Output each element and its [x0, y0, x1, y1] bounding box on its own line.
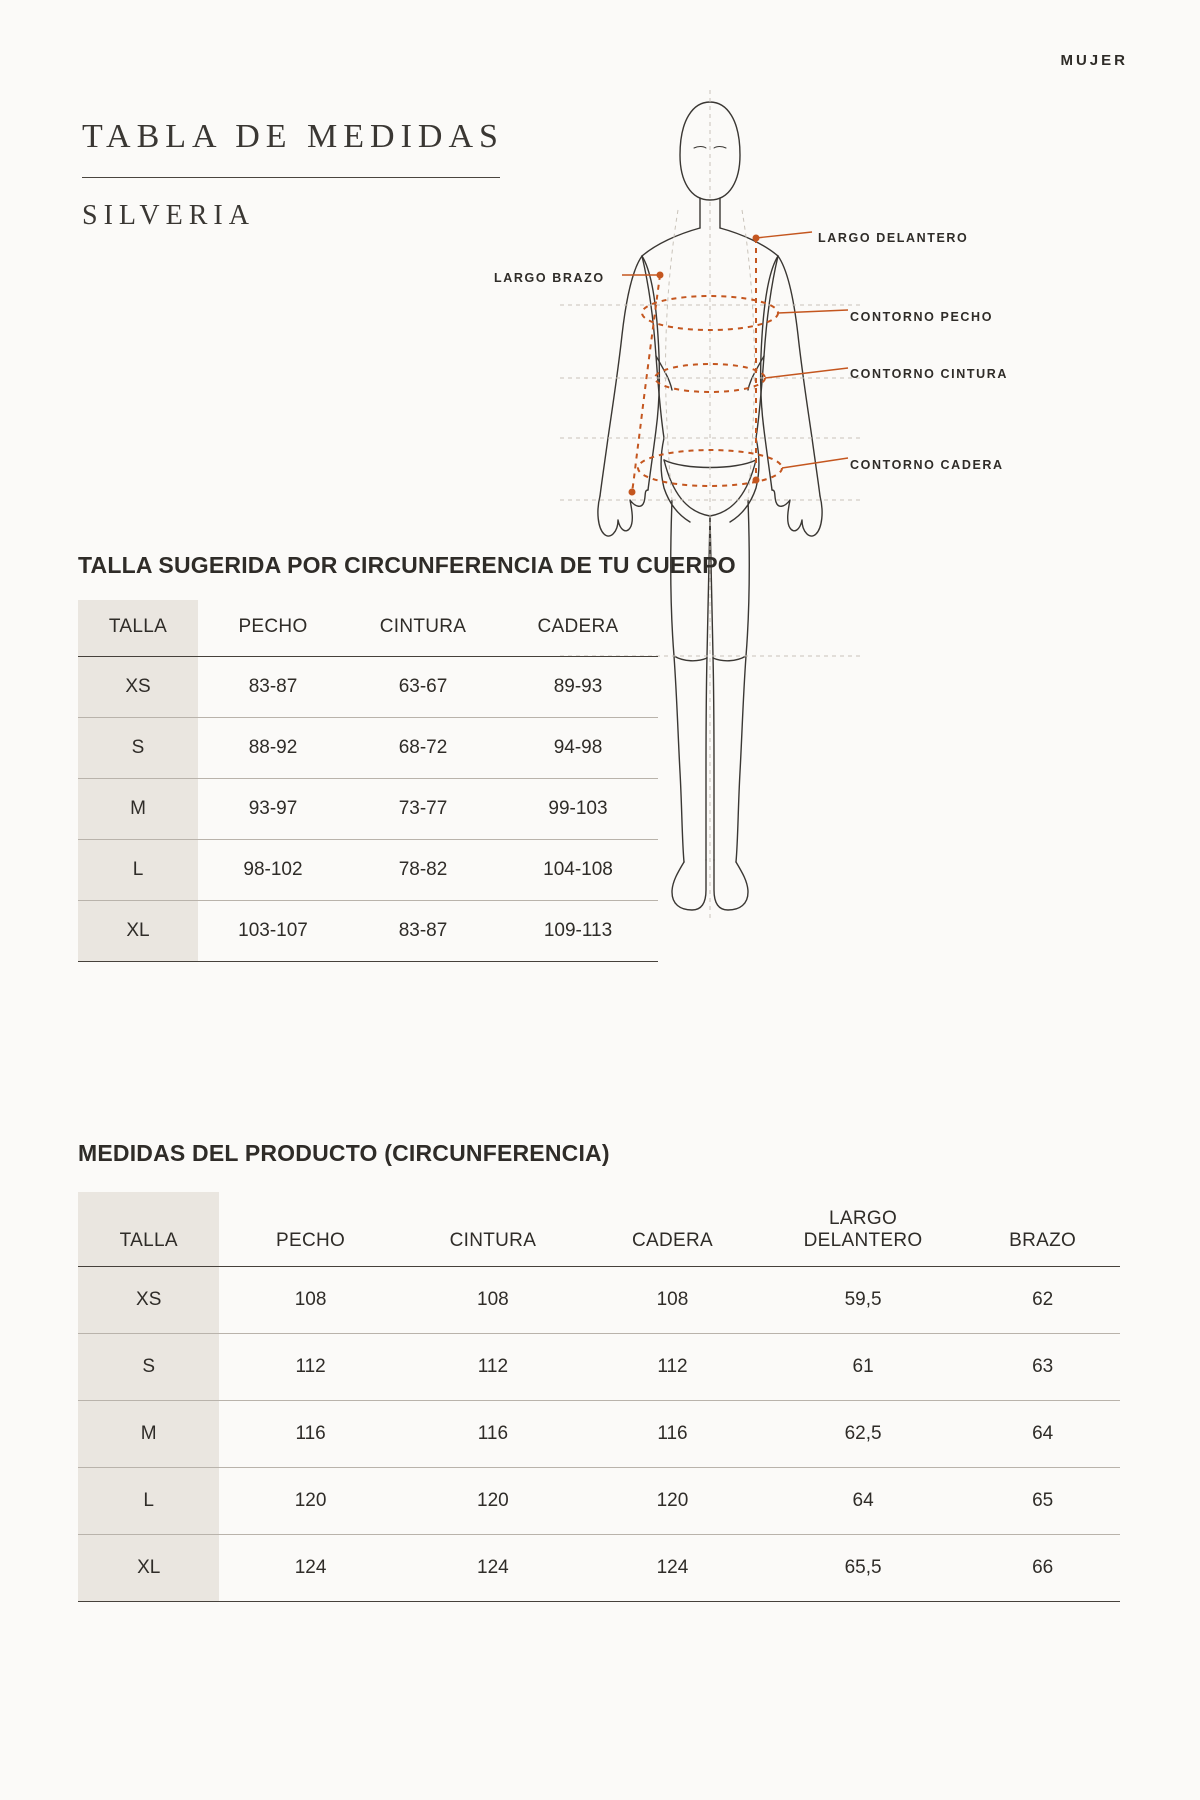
cell-cadera: 108 — [584, 1266, 761, 1333]
cell-talla: XS — [78, 1266, 219, 1333]
cell-cadera: 124 — [584, 1534, 761, 1601]
cell-largo-delantero: 62,5 — [761, 1400, 965, 1467]
cell-cadera: 116 — [584, 1400, 761, 1467]
table-header-row — [78, 1192, 1120, 1266]
col-header-talla: TALLA — [78, 1192, 219, 1266]
cell-talla: S — [78, 1333, 219, 1400]
cell-cadera: 94-98 — [498, 718, 658, 779]
col-header-largo-line1: LARGO — [829, 1208, 898, 1229]
cell-talla: L — [78, 1467, 219, 1534]
cell-talla: XL — [78, 901, 198, 962]
cell-pecho: 120 — [219, 1467, 401, 1534]
col-header-cintura: CINTURA — [402, 1192, 584, 1266]
cell-talla: M — [78, 779, 198, 840]
callout-contorno-cadera: CONTORNO CADERA — [850, 458, 1004, 472]
cell-talla: S — [78, 718, 198, 779]
cell-cintura: 116 — [402, 1400, 584, 1467]
body-table-heading: TALLA SUGERIDA POR CIRCUNFERENCIA DE TU CUERPO — [78, 552, 736, 578]
cell-pecho: 88-92 — [198, 718, 348, 779]
cell-largo-delantero: 64 — [761, 1467, 965, 1534]
cell-largo-delantero: 59,5 — [761, 1266, 965, 1333]
cell-pecho: 83-87 — [198, 657, 348, 718]
col-header-largo-delantero — [761, 1192, 965, 1266]
cell-talla: XS — [78, 657, 198, 718]
cell-cintura: 68-72 — [348, 718, 498, 779]
cell-pecho: 103-107 — [198, 901, 348, 962]
cell-cintura: 108 — [402, 1266, 584, 1333]
col-header-talla: TALLA — [78, 600, 198, 657]
cell-cadera: 89-93 — [498, 657, 658, 718]
col-header-cadera: CADERA — [498, 600, 658, 657]
cell-cadera: 120 — [584, 1467, 761, 1534]
table-row — [78, 1534, 1120, 1601]
product-size-table — [78, 1192, 1120, 1602]
cell-pecho: 124 — [219, 1534, 401, 1601]
cell-pecho: 112 — [219, 1333, 401, 1400]
table-row — [78, 901, 658, 962]
cell-pecho: 108 — [219, 1266, 401, 1333]
title-block — [82, 118, 512, 232]
table-row — [78, 1467, 1120, 1534]
table-row — [78, 779, 658, 840]
col-header-brazo: BRAZO — [965, 1192, 1120, 1266]
table-row — [78, 1266, 1120, 1333]
table-row — [78, 840, 658, 901]
cell-cintura: 120 — [402, 1467, 584, 1534]
callout-contorno-cintura: CONTORNO CINTURA — [850, 367, 1009, 381]
callout-largo-delantero: LARGO DELANTERO — [818, 231, 969, 245]
cell-cintura: 83-87 — [348, 901, 498, 962]
table-row — [78, 1333, 1120, 1400]
product-table-heading: MEDIDAS DEL PRODUCTO (CIRCUNFERENCIA) — [78, 1140, 610, 1166]
col-header-largo-line2: DELANTERO — [803, 1229, 923, 1251]
body-size-table — [78, 600, 658, 962]
col-header-pecho: PECHO — [219, 1192, 401, 1266]
cell-pecho: 98-102 — [198, 840, 348, 901]
col-header-pecho: PECHO — [198, 600, 348, 657]
cell-cadera: 104-108 — [498, 840, 658, 901]
cell-cadera: 112 — [584, 1333, 761, 1400]
table-row — [78, 657, 658, 718]
table-header-row — [78, 600, 658, 657]
col-header-cadera: CADERA — [584, 1192, 761, 1266]
table-row — [78, 1400, 1120, 1467]
callout-contorno-pecho: CONTORNO PECHO — [850, 310, 994, 324]
cell-brazo: 65 — [965, 1467, 1120, 1534]
cell-cadera: 109-113 — [498, 901, 658, 962]
cell-cintura: 124 — [402, 1534, 584, 1601]
cell-cintura: 73-77 — [348, 779, 498, 840]
cell-largo-delantero: 61 — [761, 1333, 965, 1400]
callout-largo-brazo: LARGO BRAZO — [494, 271, 605, 285]
cell-talla: XL — [78, 1534, 219, 1601]
cell-cintura: 78-82 — [348, 840, 498, 901]
cell-talla: M — [78, 1400, 219, 1467]
cell-cintura: 63-67 — [348, 657, 498, 718]
cell-brazo: 66 — [965, 1534, 1120, 1601]
brand-name: SILVERIA — [82, 200, 255, 232]
col-header-cintura: CINTURA — [348, 600, 498, 657]
table-row — [78, 718, 658, 779]
cell-cadera: 99-103 — [498, 779, 658, 840]
cell-talla: L — [78, 840, 198, 901]
cell-cintura: 112 — [402, 1333, 584, 1400]
gender-label: MUJER — [1060, 52, 1128, 69]
cell-pecho: 93-97 — [198, 779, 348, 840]
page-title: TABLA DE MEDIDAS — [82, 118, 504, 155]
cell-brazo: 64 — [965, 1400, 1120, 1467]
cell-brazo: 63 — [965, 1333, 1120, 1400]
cell-largo-delantero: 65,5 — [761, 1534, 965, 1601]
title-divider — [82, 177, 500, 178]
cell-brazo: 62 — [965, 1266, 1120, 1333]
cell-pecho: 116 — [219, 1400, 401, 1467]
